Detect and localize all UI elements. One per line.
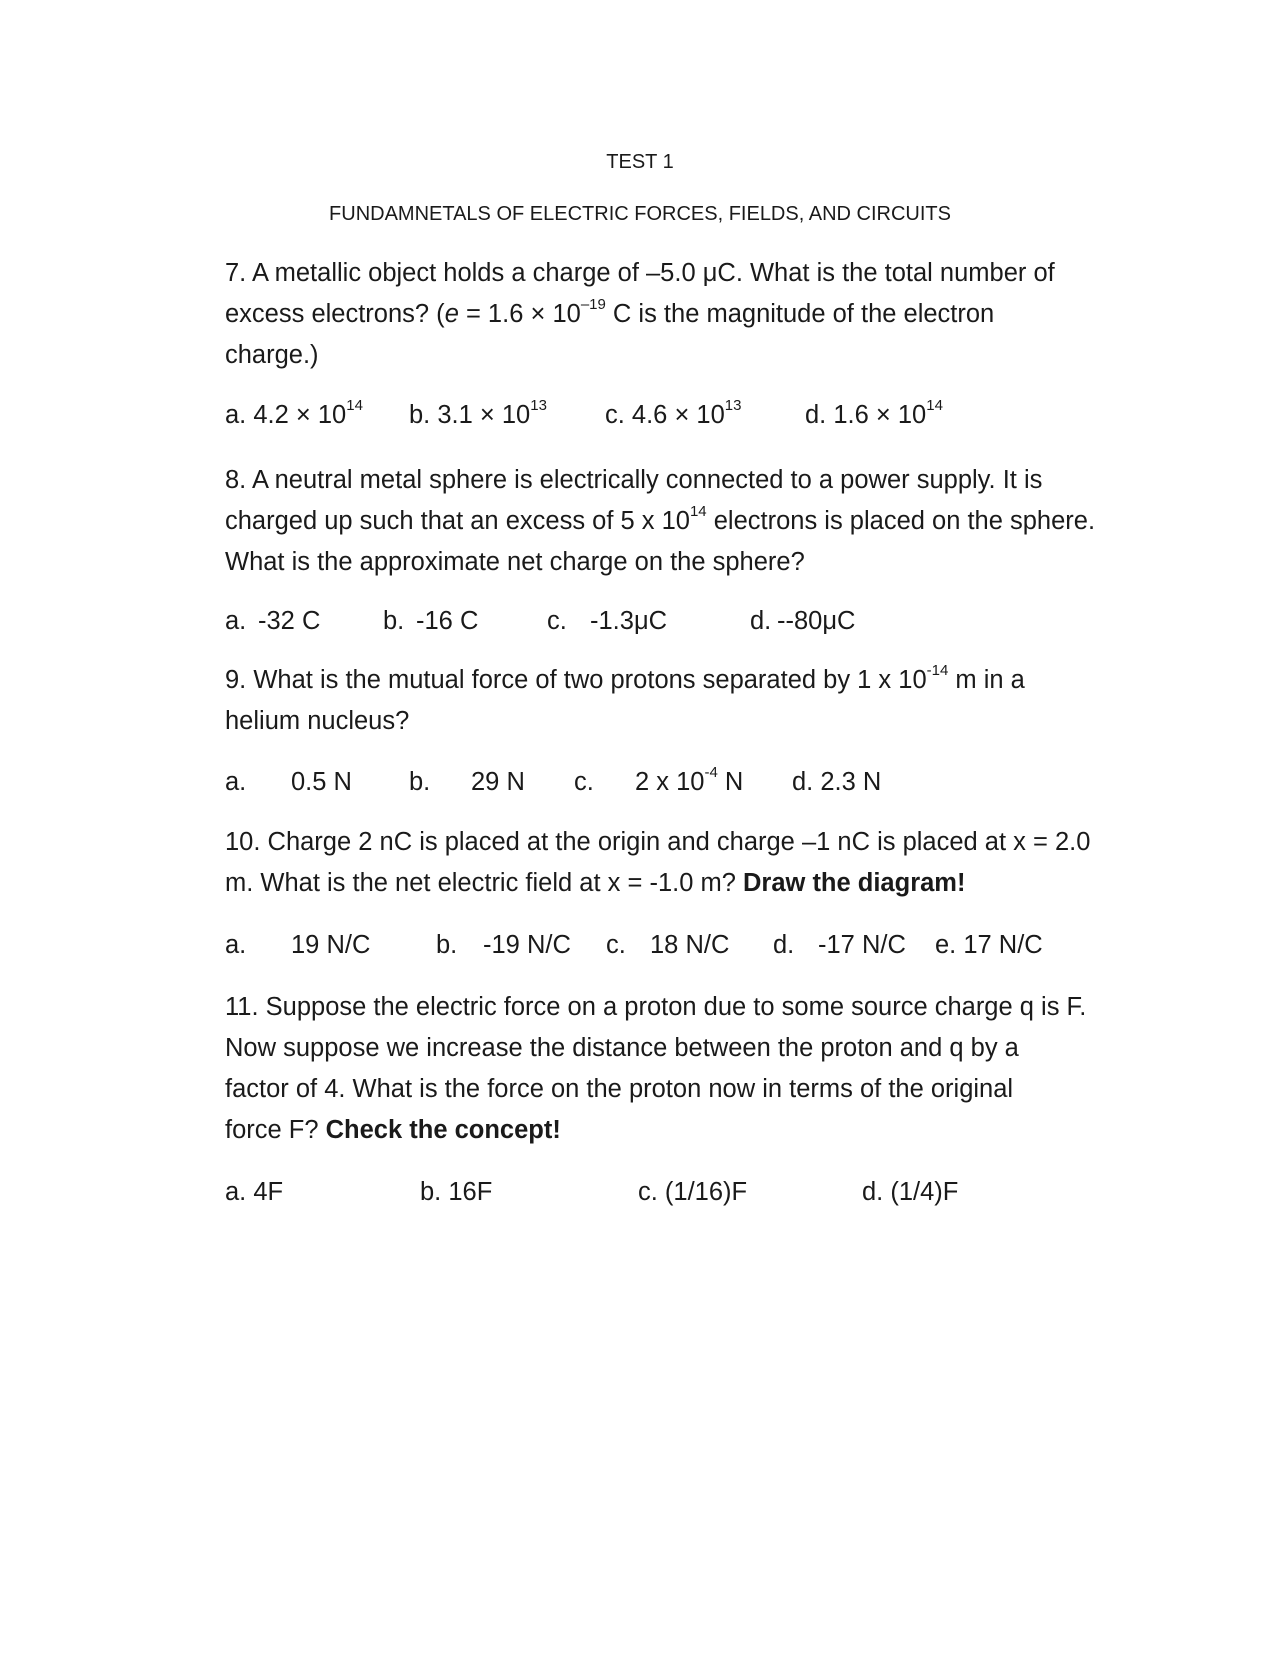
question-10-line-1: 10. Charge 2 nC is placed at the origin and charge –1 nC is placed at x = 2.0 xyxy=(225,828,1091,856)
question-7 xyxy=(225,253,1125,376)
option-b-letter: b. xyxy=(409,768,431,796)
option-d: d. 2.3 N xyxy=(792,768,882,796)
question-11-line-3: factor of 4. What is the force on the proton now in terms of the original xyxy=(225,1075,1014,1103)
option-a-value: 0.5 N xyxy=(291,768,352,796)
option-a-letter: a. xyxy=(225,607,247,635)
option-b-value: -19 N/C xyxy=(483,931,571,959)
option-c-value: 2 x $10^{-4}$ N xyxy=(635,763,744,796)
option-b-letter: b. xyxy=(436,931,458,959)
question-7-line-3: charge.) xyxy=(225,341,319,369)
test-subtitle: FUNDAMNETALS OF ELECTRIC FORCES, FIELDS, AND CIRCUITS xyxy=(329,203,951,225)
question-7-line-1: 7. A metallic object holds a charge of –5.0 μC. What is the total number of xyxy=(225,259,1055,287)
question-9-line-1: 9. What is the mutual force of two protons separated by 1 x $10^{-14}$ m in a xyxy=(225,661,1025,694)
option-d: d. (1/4)F xyxy=(862,1178,959,1206)
question-8-line-2: charged up such that an excess of 5 x $10^{14}$ electrons is placed on the sphere. xyxy=(225,502,1096,535)
instruction-emphasis: Draw the diagram! xyxy=(743,869,966,897)
option-d-value: --80μC xyxy=(777,607,856,635)
question-9 xyxy=(225,660,1125,742)
question-11-line-1: 11. Suppose the electric force on a proton due to some source charge q is F. xyxy=(225,993,1087,1021)
instruction-emphasis: Check the concept! xyxy=(325,1116,561,1144)
option-d-value: -17 N/C xyxy=(818,931,906,959)
option-c-value: -1.3μC xyxy=(590,607,668,635)
question-8 xyxy=(225,460,1125,583)
option-d-letter: d. xyxy=(773,931,795,959)
test-title: TEST 1 xyxy=(606,151,674,173)
option-d: d. $1.6 \times 10^{14}$ xyxy=(805,396,943,429)
option-a-letter: a. xyxy=(225,768,247,796)
question-8-line-1: 8. A neutral metal sphere is electrically connected to a power supply. It is xyxy=(225,466,1043,494)
option-a-letter: a. xyxy=(225,931,247,959)
question-10 xyxy=(225,822,1125,904)
option-a-value: 19 N/C xyxy=(291,931,371,959)
option-b: b. 16F xyxy=(420,1178,493,1206)
question-11 xyxy=(225,987,1125,1151)
option-b: b. $3.1 \times 10^{13}$ xyxy=(409,396,547,429)
question-8-line-3: What is the approximate net charge on the sphere? xyxy=(225,548,805,576)
option-b-letter: b. xyxy=(383,607,405,635)
option-b-value: -16 C xyxy=(416,607,479,635)
option-c: c. (1/16)F xyxy=(638,1178,748,1206)
option-b-value: 29 N xyxy=(471,768,525,796)
question-9-line-2: helium nucleus? xyxy=(225,707,410,735)
option-d-letter: d. xyxy=(750,607,772,635)
question-11-line-2: Now suppose we increase the distance between the proton and q by a xyxy=(225,1034,1019,1062)
option-a: a. $4.2 \times 10^{14}$ xyxy=(225,396,363,429)
option-c-letter: c. xyxy=(547,607,567,635)
option-e: e. 17 N/C xyxy=(935,931,1043,959)
option-c: c. $4.6 \times 10^{13}$ xyxy=(605,396,742,429)
option-a-value: -32 C xyxy=(258,607,321,635)
question-7-line-2: excess electrons? ($e = 1.6 \times 10^{-19}$ C is the magnitude of the electron xyxy=(225,295,995,328)
option-c-value: 18 N/C xyxy=(650,931,730,959)
question-11-line-4: force F? Check the concept! xyxy=(225,1116,561,1144)
option-c-letter: c. xyxy=(574,768,594,796)
question-10-line-2: m. What is the net electric field at x = -1.0 m? Draw the diagram! xyxy=(225,869,966,897)
option-c-letter: c. xyxy=(606,931,626,959)
option-a: a. 4F xyxy=(225,1178,284,1206)
